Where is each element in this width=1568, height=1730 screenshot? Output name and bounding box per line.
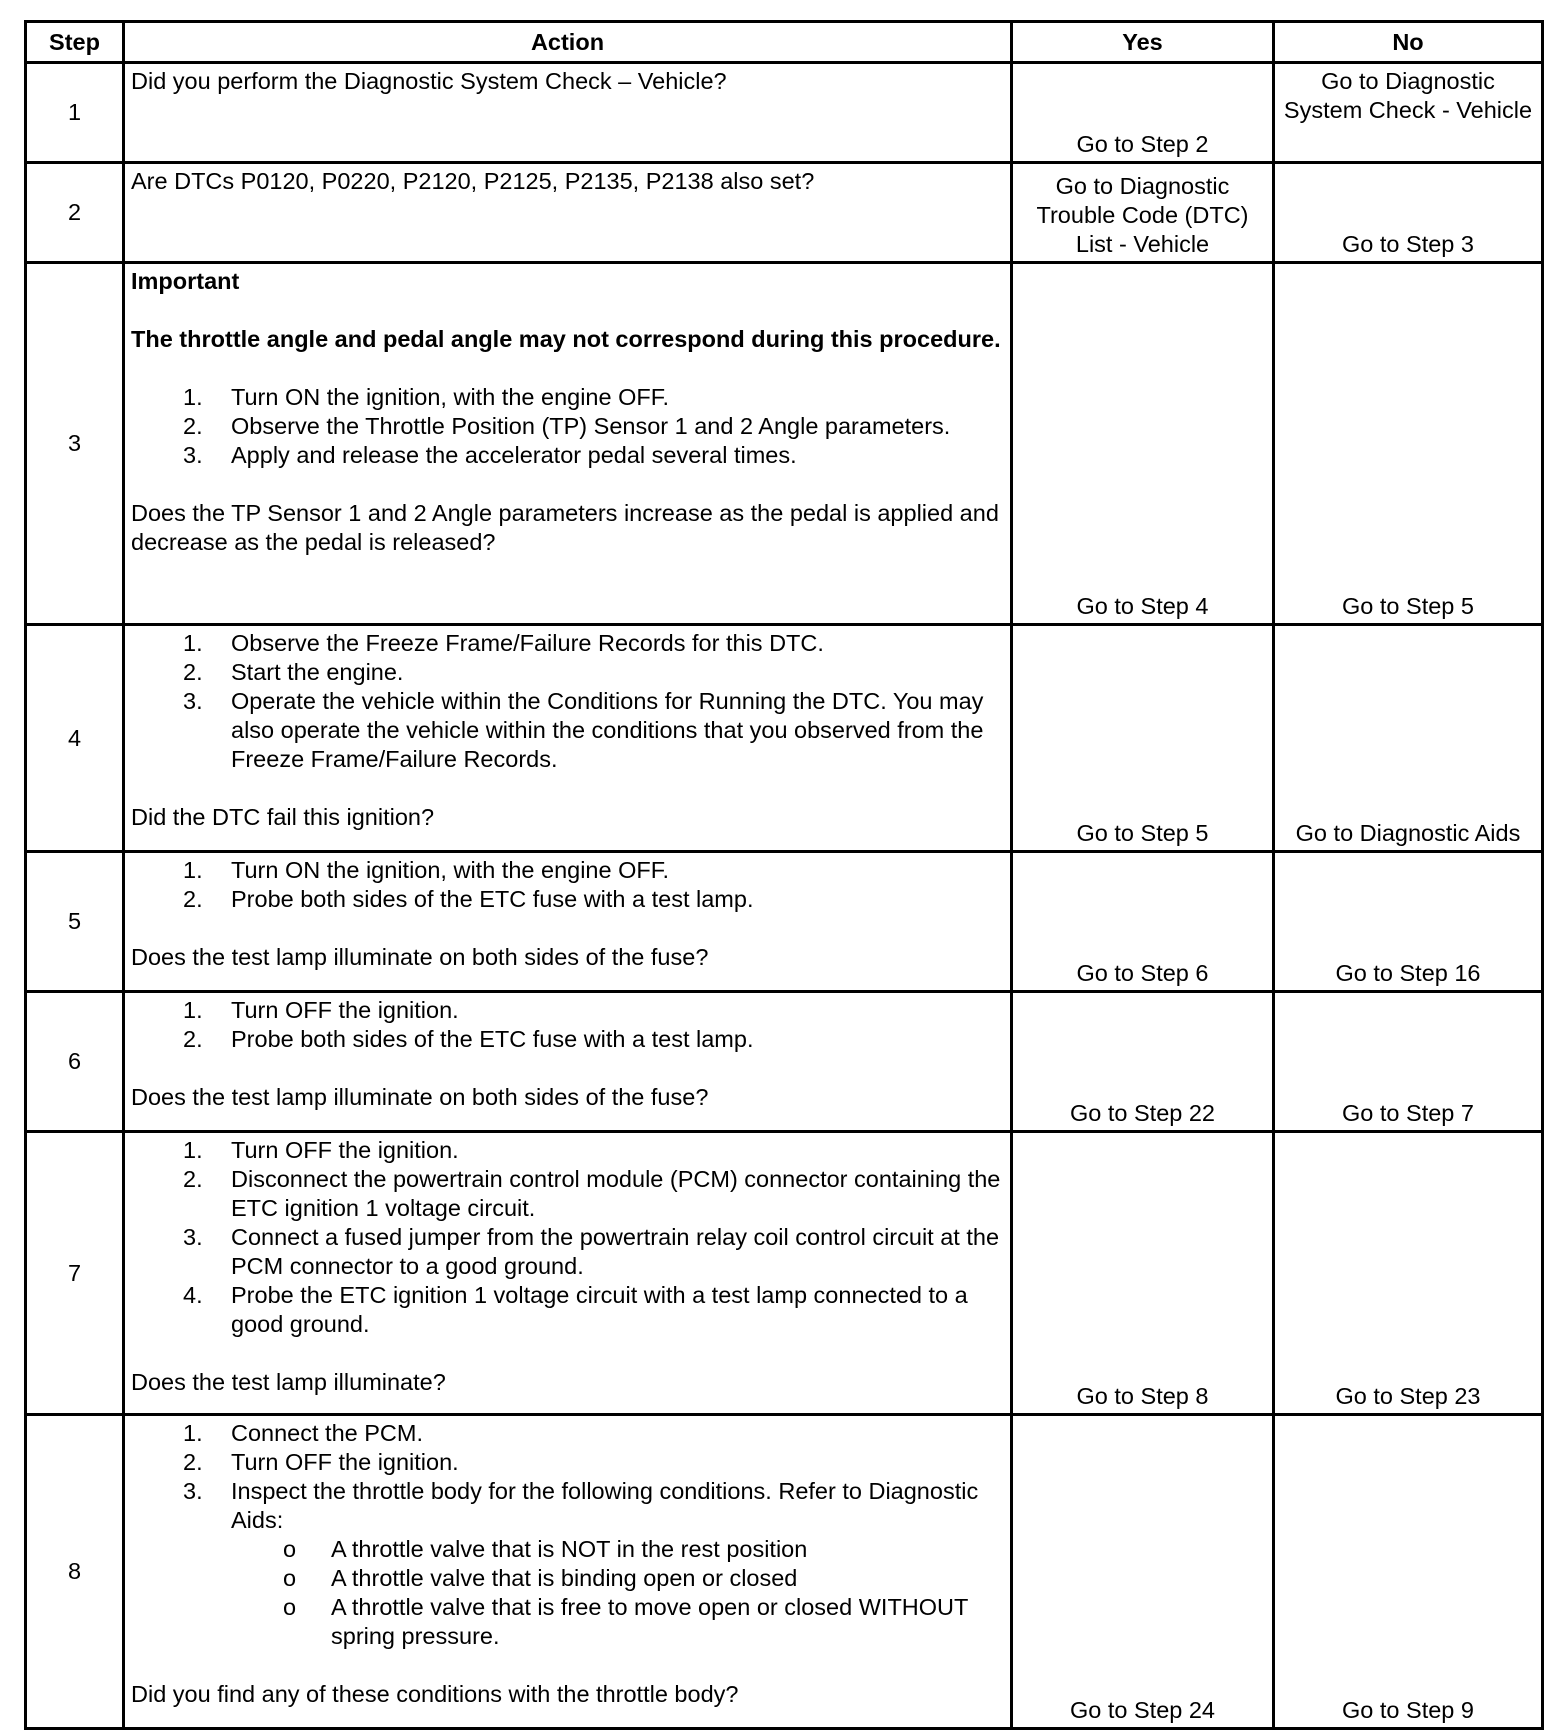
table-row	[26, 1132, 1543, 1415]
bullet-glyph: o	[283, 1594, 297, 1620]
procedure-list	[131, 856, 1004, 914]
item-number: 1.	[183, 630, 203, 656]
step-number: 6	[26, 992, 124, 1132]
list-item	[131, 1281, 1004, 1339]
list-item	[131, 383, 1004, 412]
item-text: Connect a fused jumper from the powertrain relay coil control circuit at the PCM connector to a good ground.	[231, 1224, 1000, 1279]
item-number: 2.	[183, 1026, 203, 1052]
procedure-list	[131, 383, 1004, 470]
header-yes: Yes	[1012, 22, 1274, 63]
step-number: 3	[26, 263, 124, 625]
list-item	[131, 1136, 1004, 1165]
action-cell	[124, 625, 1012, 852]
item-text: Observe the Throttle Position (TP) Sensor 1 and 2 Angle parameters.	[231, 413, 951, 439]
item-number: 4.	[183, 1282, 203, 1308]
list-item	[131, 658, 1004, 687]
action-question: Does the TP Sensor 1 and 2 Angle parameters increase as the pedal is applied and decrease as the pedal is released?	[131, 500, 999, 555]
list-item	[131, 441, 1004, 470]
action-question: Did you find any of these conditions with the throttle body?	[131, 1681, 739, 1707]
yes-answer: Go to Diagnostic Trouble Code (DTC) List - Vehicle	[1012, 163, 1274, 263]
item-number: 1.	[183, 1137, 203, 1163]
step-number: 8	[26, 1415, 124, 1729]
item-text: Operate the vehicle within the Conditions for Running the DTC. You may also operate the vehicle within the conditions that you observed from the Freeze Frame/Failure Records.	[231, 688, 984, 772]
action-question: Did the DTC fail this ignition?	[131, 804, 435, 830]
item-text: Apply and release the accelerator pedal several times.	[231, 442, 797, 468]
no-answer: Go to Step 9	[1274, 1415, 1543, 1729]
condition-list	[131, 1535, 1004, 1651]
list-item	[131, 1448, 1004, 1477]
important-title: Important	[131, 268, 240, 294]
yes-answer: Go to Step 8	[1012, 1132, 1274, 1415]
action-question: Did you perform the Diagnostic System Check – Vehicle?	[131, 68, 727, 94]
step-number: 1	[26, 63, 124, 163]
procedure-list	[131, 1419, 1004, 1535]
list-item	[131, 1477, 1004, 1535]
action-question: Does the test lamp illuminate on both sides of the fuse?	[131, 944, 709, 970]
item-text: Turn ON the ignition, with the engine OFF.	[231, 857, 670, 883]
procedure-list	[131, 1136, 1004, 1339]
yes-answer: Go to Step 4	[1012, 263, 1274, 625]
no-answer: Go to Step 16	[1274, 852, 1543, 992]
item-text: Turn OFF the ignition.	[231, 997, 459, 1023]
yes-answer: Go to Step 6	[1012, 852, 1274, 992]
table-row	[26, 63, 1543, 163]
item-number: 2.	[183, 1449, 203, 1475]
item-number: 3.	[183, 688, 203, 714]
list-item	[131, 412, 1004, 441]
list-item	[131, 1025, 1004, 1054]
item-text: Observe the Freeze Frame/Failure Records for this DTC.	[231, 630, 824, 656]
item-text: A throttle valve that is binding open or closed	[331, 1565, 798, 1591]
item-text: Turn ON the ignition, with the engine OFF.	[231, 384, 670, 410]
item-text: Start the engine.	[231, 659, 404, 685]
no-answer: Go to Step 7	[1274, 992, 1543, 1132]
header-step: Step	[26, 22, 124, 63]
diagnostic-table	[24, 20, 1544, 1730]
no-answer: Go to Step 23	[1274, 1132, 1543, 1415]
list-item	[131, 1564, 1004, 1593]
procedure-list	[131, 629, 1004, 774]
table-row	[26, 263, 1543, 625]
no-answer: Go to Step 5	[1274, 263, 1543, 625]
item-number: 3.	[183, 1224, 203, 1250]
item-text: Disconnect the powertrain control module (PCM) connector containing the ETC ignition 1 voltage circuit.	[231, 1166, 1001, 1221]
item-number: 1.	[183, 384, 203, 410]
table-row	[26, 852, 1543, 992]
action-cell	[124, 1415, 1012, 1729]
yes-answer: Go to Step 24	[1012, 1415, 1274, 1729]
item-text: Turn OFF the ignition.	[231, 1449, 459, 1475]
table-row	[26, 163, 1543, 263]
action-cell	[124, 1132, 1012, 1415]
item-number: 1.	[183, 997, 203, 1023]
important-text: The throttle angle and pedal angle may not correspond during this procedure.	[131, 326, 1001, 352]
action-cell	[124, 992, 1012, 1132]
list-item	[131, 1419, 1004, 1448]
item-number: 3.	[183, 1478, 203, 1504]
item-number: 1.	[183, 1420, 203, 1446]
header-row	[26, 22, 1543, 63]
no-answer: Go to Diagnostic Aids	[1274, 625, 1543, 852]
step-number: 7	[26, 1132, 124, 1415]
header-action: Action	[124, 22, 1012, 63]
item-text: A throttle valve that is free to move open or closed WITHOUT spring pressure.	[331, 1594, 968, 1649]
list-item	[131, 629, 1004, 658]
item-text: Probe both sides of the ETC fuse with a test lamp.	[231, 886, 754, 912]
item-text: A throttle valve that is NOT in the rest position	[331, 1536, 808, 1562]
list-item	[131, 885, 1004, 914]
table-row	[26, 992, 1543, 1132]
action-question: Does the test lamp illuminate on both sides of the fuse?	[131, 1084, 709, 1110]
action-question: Are DTCs P0120, P0220, P2120, P2125, P2135, P2138 also set?	[131, 168, 815, 194]
item-number: 2.	[183, 413, 203, 439]
list-item	[131, 1535, 1004, 1564]
item-number: 2.	[183, 1166, 203, 1192]
step-number: 5	[26, 852, 124, 992]
yes-answer: Go to Step 5	[1012, 625, 1274, 852]
item-number: 2.	[183, 886, 203, 912]
action-cell	[124, 163, 1012, 263]
header-no: No	[1274, 22, 1543, 63]
action-cell	[124, 852, 1012, 992]
item-number: 2.	[183, 659, 203, 685]
item-text: Inspect the throttle body for the following conditions. Refer to Diagnostic Aids:	[231, 1478, 979, 1533]
no-answer: Go to Diagnostic System Check - Vehicle	[1274, 63, 1543, 163]
item-number: 3.	[183, 442, 203, 468]
step-number: 4	[26, 625, 124, 852]
list-item	[131, 996, 1004, 1025]
bullet-glyph: o	[283, 1565, 297, 1591]
item-text: Probe the ETC ignition 1 voltage circuit with a test lamp connected to a good ground.	[231, 1282, 968, 1337]
item-text: Turn OFF the ignition.	[231, 1137, 459, 1163]
list-item	[131, 1593, 1004, 1651]
action-cell	[124, 263, 1012, 625]
item-number: 1.	[183, 857, 203, 883]
list-item	[131, 1223, 1004, 1281]
yes-answer: Go to Step 22	[1012, 992, 1274, 1132]
table-row	[26, 1415, 1543, 1729]
item-text: Connect the PCM.	[231, 1420, 424, 1446]
no-answer: Go to Step 3	[1274, 163, 1543, 263]
bullet-glyph: o	[283, 1536, 297, 1562]
action-cell	[124, 63, 1012, 163]
list-item	[131, 1165, 1004, 1223]
list-item	[131, 687, 1004, 774]
list-item	[131, 856, 1004, 885]
procedure-list	[131, 996, 1004, 1054]
yes-answer: Go to Step 2	[1012, 63, 1274, 163]
action-question: Does the test lamp illuminate?	[131, 1369, 446, 1395]
step-number: 2	[26, 163, 124, 263]
table-row	[26, 625, 1543, 852]
item-text: Probe both sides of the ETC fuse with a test lamp.	[231, 1026, 754, 1052]
